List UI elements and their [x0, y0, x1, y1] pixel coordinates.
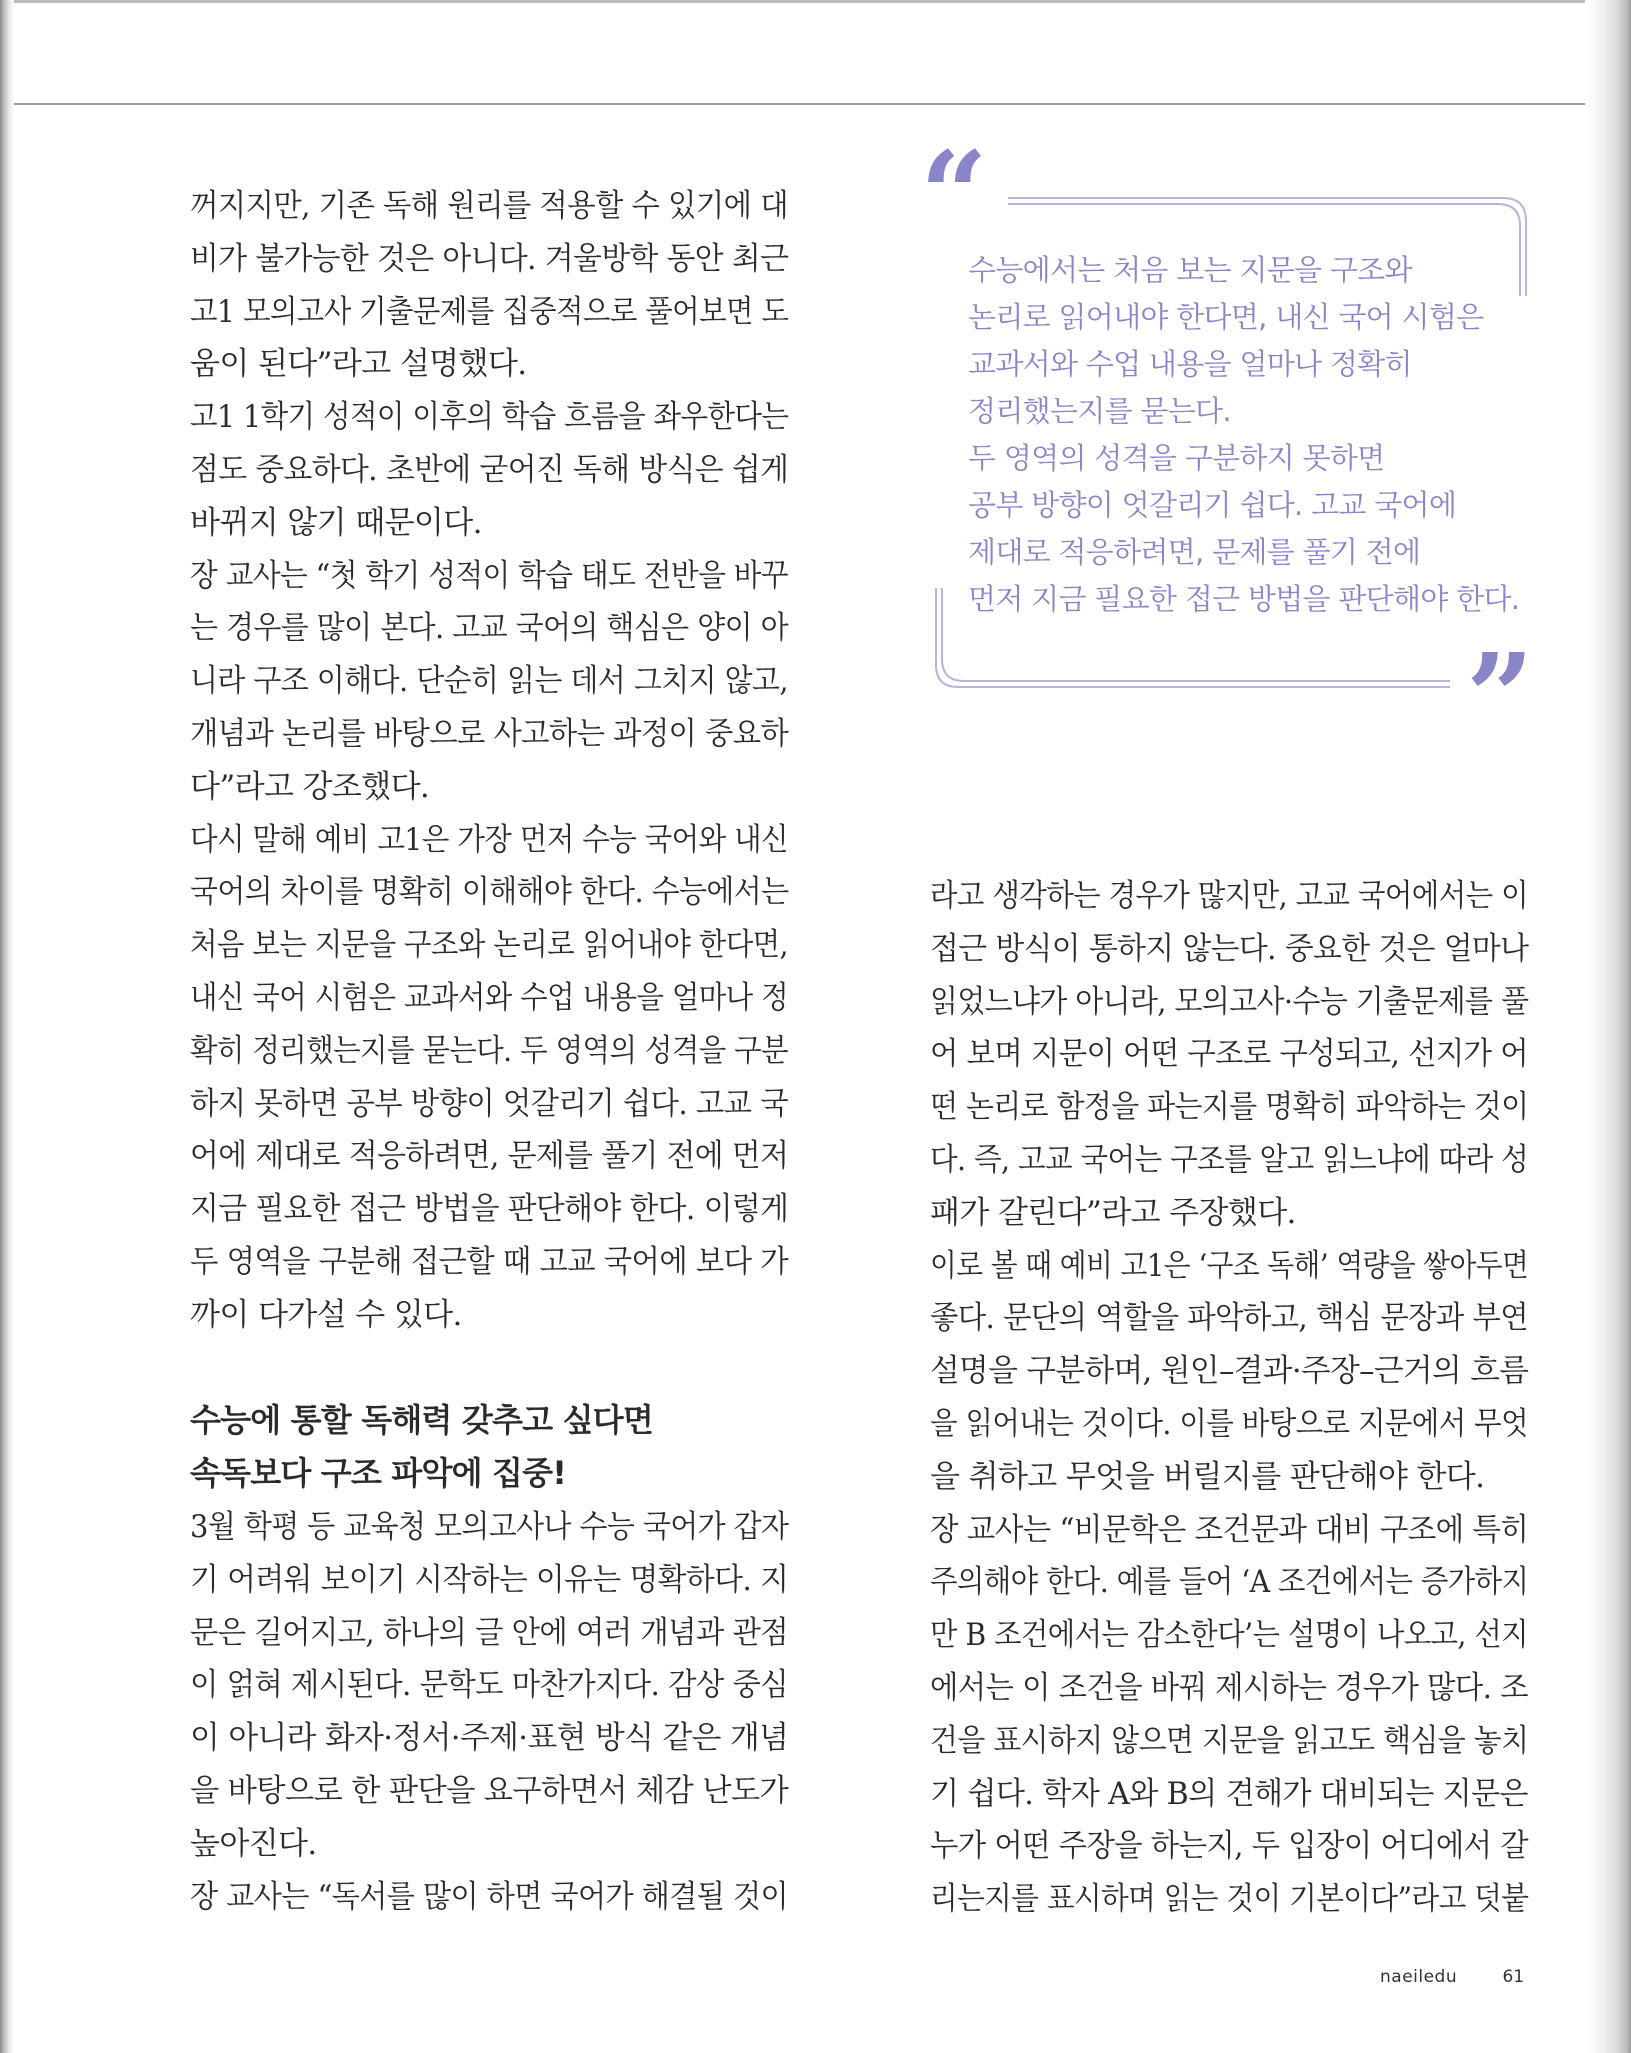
- text-line: 장 교사는 “독서를 많이 하면 국어가 해결될 것이: [190, 1878, 788, 1915]
- quote-line: 두 영역의 성격을 구분하지 못하면: [968, 441, 1385, 475]
- text-line: 기 어려워 보이기 시작하는 이유는 명확하다. 지: [190, 1561, 789, 1598]
- subheading-line-1: 수능에 통할 독해력 갖추고 싶다면: [190, 1401, 653, 1439]
- text-line: 을 읽어내는 것이다. 이를 바탕으로 지문에서 무엇: [930, 1405, 1529, 1442]
- open-quote-icon: “: [920, 125, 988, 264]
- text-line: 다”라고 강조했다.: [190, 768, 430, 805]
- text-line: 접근 방식이 통하지 않는다. 중요한 것은 얼마나: [930, 930, 1529, 967]
- text-line: 하지 못하면 공부 방향이 엇갈리기 쉽다. 고교 국: [190, 1085, 788, 1122]
- left-column-bottom: [190, 1501, 788, 1923]
- text-line: 을 바탕으로 한 판단을 요구하면서 체감 난도가: [190, 1772, 789, 1809]
- section-subheading: [190, 1394, 790, 1500]
- text-line: 움이 된다”라고 설명했다.: [190, 346, 527, 383]
- text-line: 지금 필요한 접근 방법을 판단해야 한다. 이렇게: [190, 1191, 789, 1228]
- text-line: 는 경우를 많이 본다. 고교 국어의 핵심은 양이 아: [190, 610, 788, 647]
- text-line: 꺼지지만, 기존 독해 원리를 적용할 수 있기에 대: [190, 188, 788, 224]
- text-line: 두 영역을 구분해 접근할 때 고교 국어에 보다 가: [190, 1243, 788, 1280]
- subheading-line-2: 속독보다 구조 파악에 집중!: [190, 1454, 567, 1492]
- text-line: 높아진다.: [190, 1825, 317, 1862]
- quote-line: 교과서와 수업 내용을 얼마나 정확히: [968, 347, 1412, 381]
- quote-line: 논리로 읽어내야 한다면, 내신 국어 시험은: [968, 300, 1484, 334]
- text-line: 어에 제대로 적응하려면, 문제를 풀기 전에 먼저: [190, 1138, 789, 1175]
- publication-name: naeiledu: [1380, 1967, 1458, 1987]
- text-line: 에서는 이 조건을 바꿔 제시하는 경우가 많다. 조: [930, 1669, 1528, 1706]
- quote-line: 공부 방향이 엇갈리기 쉽다. 고교 국어에: [968, 488, 1457, 522]
- text-line: 3월 학평 등 교육청 모의고사나 수능 국어가 갑자: [190, 1509, 789, 1545]
- text-line: 점도 중요하다. 초반에 굳어진 독해 방식은 쉽게: [190, 451, 789, 488]
- page-number: 61: [1502, 1967, 1525, 1987]
- text-line: 기 쉽다. 학자 A와 B의 견해가 대비되는 지문은: [930, 1775, 1528, 1812]
- text-line: 리는지를 표시하며 읽는 것이 기본이다”라고 덧붙: [930, 1881, 1529, 1918]
- text-line: 고1 모의고사 기출문제를 집중적으로 풀어보면 도: [190, 293, 789, 330]
- text-line: 비가 불가능한 것은 아니다. 겨울방학 동안 최근: [190, 240, 789, 277]
- close-quote-icon: ”: [1466, 627, 1534, 766]
- text-line: 고1 1학기 성적이 이후의 학습 흐름을 좌우한다는: [190, 399, 789, 436]
- text-line: 만 B 조건에서는 감소한다’는 설명이 나오고, 선지: [930, 1617, 1529, 1654]
- text-line: 장 교사는 “비문학은 조건문과 대비 구조에 특히: [930, 1511, 1529, 1548]
- text-line: 다. 즉, 고교 국어는 구조를 알고 읽느냐에 따라 성: [930, 1141, 1529, 1178]
- text-line: 확히 정리했는지를 묻는다. 두 영역의 성격을 구분: [190, 1032, 789, 1069]
- binding-edge: [0, 0, 14, 2053]
- pull-quote-text: [968, 247, 1528, 623]
- text-line: 이 얽혀 제시된다. 문학도 마찬가지다. 감상 중심: [190, 1667, 788, 1704]
- text-line: 어 보며 지문이 어떤 구조로 구성되고, 선지가 어: [930, 1036, 1528, 1073]
- text-line: 문은 길어지고, 하나의 글 안에 여러 개념과 관점: [190, 1614, 788, 1651]
- left-column-top: [190, 180, 788, 1342]
- text-line: 떤 논리로 함정을 파는지를 명확히 파악하는 것이: [930, 1089, 1529, 1126]
- text-line: 주의해야 한다. 예를 들어 ‘A 조건에서는 증가하지: [930, 1564, 1529, 1601]
- text-line: 읽었느냐가 아니라, 모의고사·수능 기출문제를 풀: [930, 983, 1529, 1020]
- page-curl-shadow: [1585, 0, 1631, 2053]
- text-line: 다시 말해 예비 고1은 가장 먼저 수능 국어와 내신: [190, 821, 789, 858]
- text-line: 건을 표시하지 않으면 지문을 읽고도 핵심을 놓치: [930, 1722, 1529, 1759]
- text-line: 누가 어떤 주장을 하는지, 두 입장이 어디에서 갈: [930, 1828, 1528, 1865]
- quote-line: 제대로 적응하려면, 문제를 풀기 전에: [968, 535, 1421, 569]
- page-top-edge: [0, 0, 1631, 3]
- text-line: 개념과 논리를 바탕으로 사고하는 과정이 중요하: [190, 715, 789, 752]
- text-line: 까이 다가설 수 있다.: [190, 1296, 462, 1333]
- text-line: 내신 국어 시험은 교과서와 수업 내용을 얼마나 정: [190, 979, 789, 1016]
- pull-quote: [920, 125, 1534, 766]
- text-line: 이 아니라 화자·정서·주제·표현 방식 같은 개념: [190, 1720, 789, 1757]
- text-line: 좋다. 문단의 역할을 파악하고, 핵심 문장과 부연: [930, 1300, 1528, 1337]
- quote-line: 정리했는지를 묻는다.: [968, 394, 1231, 428]
- right-column: [930, 870, 1528, 1926]
- text-line: 라고 생각하는 경우가 많지만, 고교 국어에서는 이: [930, 878, 1529, 914]
- quote-line: 먼저 지금 필요한 접근 방법을 판단해야 한다.: [968, 582, 1520, 616]
- text-line: 국어의 차이를 명확히 이해해야 한다. 수능에서는: [190, 874, 789, 911]
- header-divider: [14, 103, 1585, 105]
- text-line: 이로 볼 때 예비 고1은 ‘구조 독해’ 역량을 쌓아두면: [930, 1247, 1529, 1284]
- text-line: 니라 구조 이해다. 단순히 읽는 데서 그치지 않고,: [190, 663, 788, 700]
- text-line: 처음 보는 지문을 구조와 논리로 읽어내야 한다면,: [190, 927, 789, 964]
- page-footer: [1380, 1967, 1524, 1987]
- quote-line: 수능에서는 처음 보는 지문을 구조와: [968, 253, 1412, 287]
- text-line: 을 취하고 무엇을 버릴지를 판단해야 한다.: [930, 1458, 1485, 1495]
- text-line: 장 교사는 “첫 학기 성적이 학습 태도 전반을 바꾸: [190, 557, 789, 594]
- text-line: 설명을 구분하며, 원인–결과·주장–근거의 흐름: [930, 1353, 1529, 1390]
- text-line: 바뀌지 않기 때문이다.: [190, 504, 482, 541]
- text-line: 패가 갈린다”라고 주장했다.: [930, 1194, 1296, 1231]
